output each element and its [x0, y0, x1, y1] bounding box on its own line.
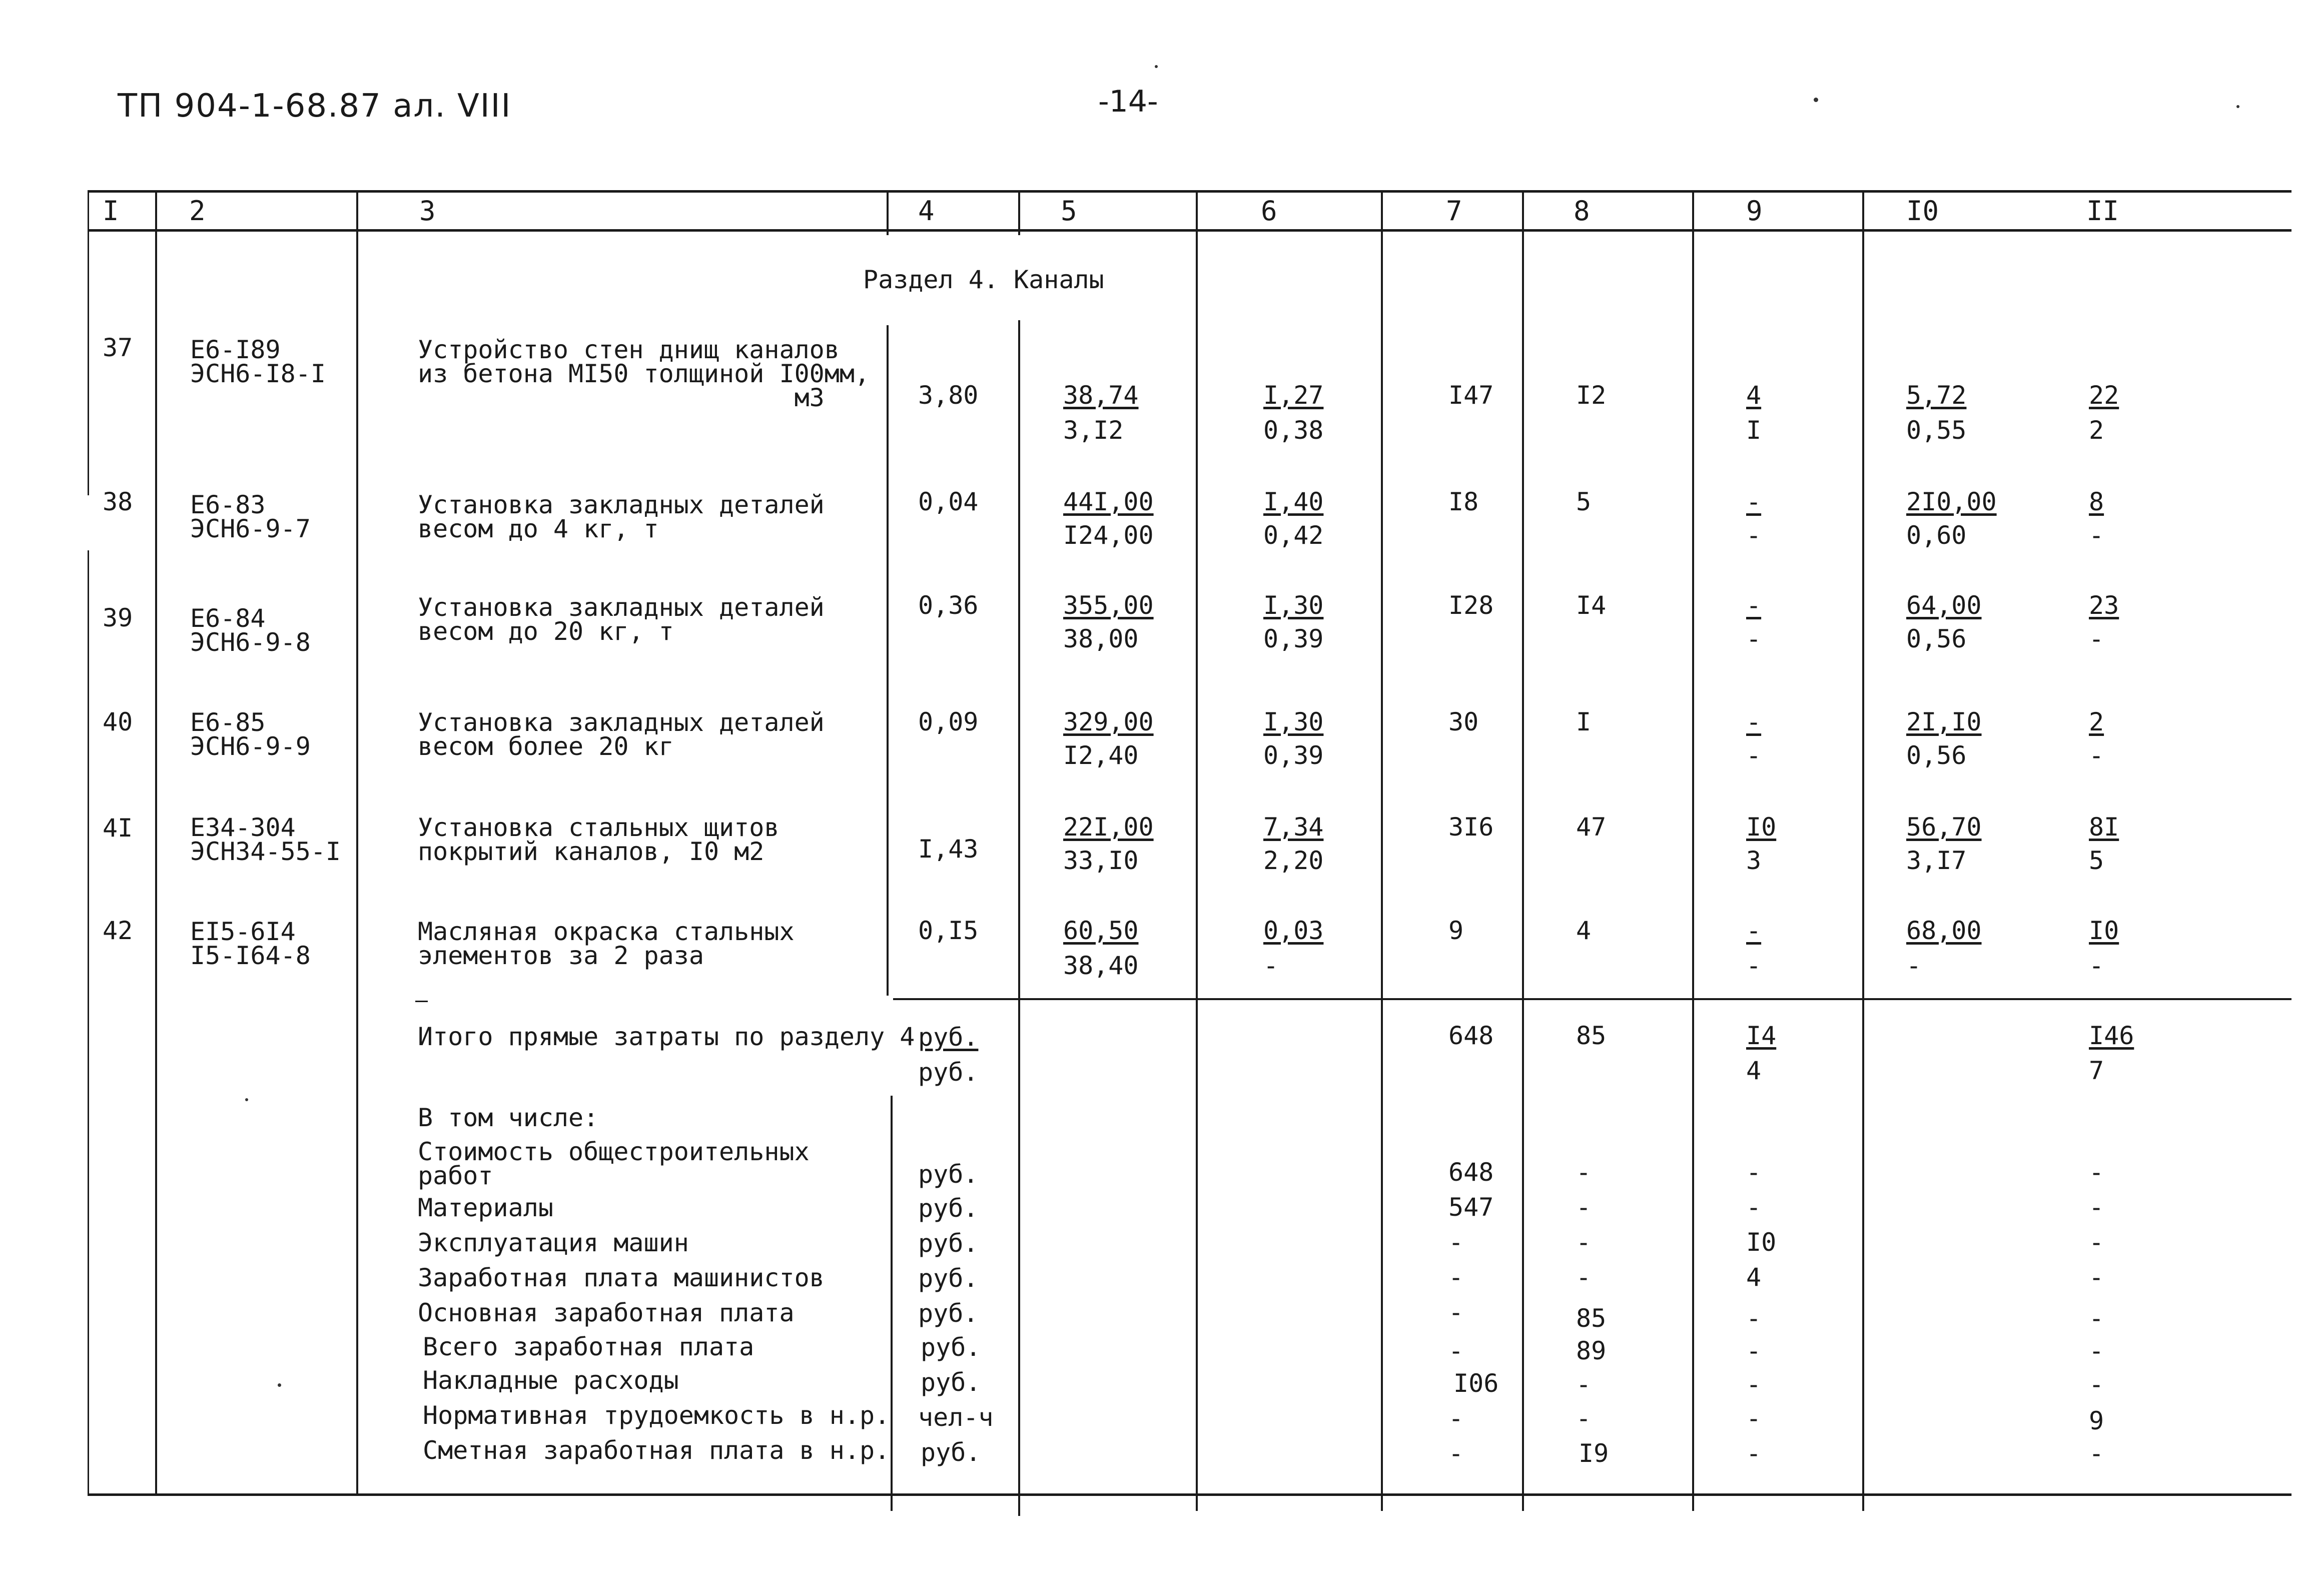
breakdown-label: Нормативная трудоемкость в н.р.: [423, 1401, 890, 1430]
breakdown-label: Сметная заработная плата в н.р.: [423, 1436, 890, 1465]
breakdown-col9: -: [1746, 1193, 1762, 1222]
col6-bottom: 0,38: [1263, 416, 1324, 445]
col6-top: I,30: [1263, 591, 1324, 620]
breakdown-col8: -: [1576, 1158, 1592, 1187]
col10-top: 56,70: [1906, 813, 1982, 842]
col6-top: 0,03: [1263, 916, 1324, 945]
scan-speck: [1155, 65, 1158, 68]
col-divider-7: [1522, 190, 1524, 1511]
breakdown-label: Эксплуатация машин: [418, 1228, 689, 1257]
col-header-3: 3: [419, 195, 436, 227]
breakdown-col11: -: [2089, 1158, 2104, 1187]
col7-value: I28: [1448, 591, 1494, 620]
row-number: 39: [103, 603, 133, 632]
rate-code: Е6-85 ЭСН6-9-9: [190, 708, 311, 761]
col-header-4: 4: [918, 195, 935, 227]
breakdown-label: Основная заработная плата: [418, 1298, 795, 1327]
rate-code: ЕI5-6I4 I5-I64-8: [190, 917, 311, 970]
col9-top: -: [1746, 707, 1762, 736]
col6-top: 7,34: [1263, 813, 1324, 842]
scan-speck: [278, 1383, 281, 1387]
col11-bottom: -: [2089, 521, 2104, 550]
quantity: 0,04: [918, 487, 979, 516]
col-divider-1: [155, 190, 157, 1493]
col9-top: 4: [1746, 381, 1762, 410]
breakdown-col8: I9: [1579, 1439, 1609, 1468]
col6-bottom: 0,39: [1263, 741, 1324, 770]
col7-value: I8: [1448, 487, 1479, 516]
breakdown-col7: -: [1448, 1336, 1464, 1365]
work-description: Установка стальных щитов покрытий каналов, I0 м2: [418, 813, 780, 866]
breakdown-label: Материалы: [418, 1193, 553, 1222]
work-description: Устройство стен днищ каналов из бетона МI50 толщиной I00мм, м3: [418, 335, 870, 412]
col11-bottom: 5: [2089, 846, 2104, 875]
breakdown-unit: руб.: [918, 1160, 979, 1189]
col10-bottom: 0,56: [1906, 741, 1967, 770]
breakdown-col11: 9: [2089, 1406, 2104, 1435]
breakdown-col9: -: [1746, 1158, 1762, 1187]
including-label: В том числе:: [418, 1103, 599, 1132]
total-col9-bottom: 4: [1746, 1056, 1762, 1085]
breakdown-unit: руб.: [918, 1264, 979, 1293]
scan-speck: [1814, 98, 1818, 102]
breakdown-col8: -: [1576, 1370, 1592, 1399]
col10-bottom: 0,56: [1906, 624, 1967, 653]
col9-bottom: I: [1746, 416, 1762, 445]
col5-bottom: I2,40: [1063, 741, 1139, 770]
scan-speck: [2236, 105, 2239, 108]
col-divider-2: [356, 190, 358, 1493]
col-header-5: 5: [1061, 195, 1077, 227]
total-col7: 648: [1448, 1021, 1494, 1050]
col6-bottom: 0,39: [1263, 624, 1324, 653]
breakdown-col11: -: [2089, 1439, 2104, 1468]
breakdown-col7: 648: [1448, 1158, 1494, 1187]
breakdown-label: Накладные расходы: [423, 1366, 679, 1395]
rate-code: Е34-304 ЭСН34-55-I: [190, 813, 341, 866]
col5-top: 355,00: [1063, 591, 1154, 620]
col-header-11: II: [2086, 195, 2119, 227]
col-divider-4b: [1018, 320, 1020, 1516]
row-number: 42: [103, 916, 133, 945]
col-divider-8: [1692, 190, 1694, 1511]
col7-value: 30: [1448, 707, 1479, 736]
col5-top: 38,74: [1063, 381, 1139, 410]
work-description: Установка закладных деталей весом до 4 кг, т: [418, 490, 825, 543]
breakdown-unit: чел-ч: [918, 1403, 994, 1432]
col11-top: I0: [2089, 916, 2119, 945]
col5-top: 329,00: [1063, 707, 1154, 736]
breakdown-col7: -: [1448, 1228, 1464, 1257]
breakdown-col9: -: [1746, 1370, 1762, 1399]
row-number: 38: [103, 487, 133, 516]
breakdown-col11: -: [2089, 1228, 2104, 1257]
col11-top: 22: [2089, 381, 2119, 410]
breakdown-col7: -: [1448, 1263, 1464, 1292]
col5-bottom: 3,I2: [1063, 416, 1124, 445]
col9-top: -: [1746, 916, 1762, 945]
col-divider-3b: [887, 325, 889, 996]
col-divider-3c: [891, 1096, 893, 1511]
breakdown-col8: 85: [1576, 1304, 1607, 1333]
col9-bottom: -: [1746, 624, 1762, 653]
col7-value: I47: [1448, 381, 1494, 410]
col-divider-9: [1862, 190, 1864, 1511]
col10-top: 68,00: [1906, 916, 1982, 945]
breakdown-col7: -: [1448, 1439, 1464, 1468]
rate-code: Е6-I89 ЭСН6-I8-I: [190, 335, 326, 388]
breakdown-col11: -: [2089, 1336, 2104, 1365]
col-header-1: I: [103, 195, 119, 227]
col10-top: 2I,I0: [1906, 707, 1982, 736]
col5-top: 22I,00: [1063, 813, 1154, 842]
breakdown-col9: I0: [1746, 1228, 1777, 1257]
quantity: I,43: [918, 835, 979, 864]
rate-code: Е6-83 ЭСН6-9-7: [190, 490, 311, 543]
col-header-6: 6: [1261, 195, 1277, 227]
breakdown-col7: 547: [1448, 1193, 1494, 1222]
col-divider-4a: [1018, 190, 1020, 235]
col6-bottom: 0,42: [1263, 521, 1324, 550]
document-code: ТП 904-1-68.87 ал. VIII: [118, 88, 512, 125]
row42-end-mark: [415, 1001, 428, 1002]
col10-top: 64,00: [1906, 591, 1982, 620]
col10-bottom: -: [1906, 951, 1922, 980]
col6-bottom: -: [1263, 951, 1279, 980]
col11-top: 8I: [2089, 813, 2119, 842]
table-top-border: [88, 190, 2291, 193]
breakdown-col7: -: [1448, 1298, 1464, 1327]
breakdown-col7: I06: [1453, 1369, 1499, 1398]
breakdown-unit: руб.: [918, 1194, 979, 1223]
breakdown-col11: -: [2089, 1263, 2104, 1292]
col5-bottom: 38,40: [1063, 951, 1139, 980]
col9-bottom: -: [1746, 521, 1762, 550]
rate-code: Е6-84 ЭСН6-9-8: [190, 604, 311, 657]
col-header-10: I0: [1906, 195, 1939, 227]
col6-top: I,40: [1263, 487, 1324, 516]
col8-value: I: [1576, 707, 1592, 736]
col-header-2: 2: [189, 195, 206, 227]
col11-bottom: -: [2089, 951, 2104, 980]
page-number: -14-: [1098, 84, 1158, 119]
breakdown-col9: -: [1746, 1304, 1762, 1333]
total-col8: 85: [1576, 1021, 1607, 1050]
col11-bottom: 2: [2089, 416, 2104, 445]
table-bottom-border: [88, 1493, 2291, 1496]
col9-top: -: [1746, 487, 1762, 516]
work-description: Установка закладных деталей весом до 20 кг, т: [418, 593, 825, 646]
col7-value: 3I6: [1448, 813, 1494, 842]
col-header-7: 7: [1446, 195, 1462, 227]
breakdown-col9: -: [1746, 1439, 1762, 1468]
scan-speck: [245, 1098, 248, 1101]
breakdown-col11: -: [2089, 1193, 2104, 1222]
breakdown-col8: -: [1576, 1263, 1592, 1292]
total-col11-bottom: 7: [2089, 1056, 2104, 1085]
total-separator-line: [893, 998, 2291, 1000]
col8-value: 4: [1576, 916, 1592, 945]
col10-bottom: 0,60: [1906, 521, 1967, 550]
row-number: 37: [103, 333, 133, 362]
col10-bottom: 3,I7: [1906, 846, 1967, 875]
col8-value: I2: [1576, 381, 1607, 410]
col5-top: 44I,00: [1063, 487, 1154, 516]
col-divider-3a: [887, 190, 889, 235]
col8-value: I4: [1576, 591, 1607, 620]
col6-top: I,27: [1263, 381, 1324, 410]
col9-top: -: [1746, 591, 1762, 620]
col6-top: I,30: [1263, 707, 1324, 736]
breakdown-col11: -: [2089, 1304, 2104, 1333]
col-divider-5: [1196, 190, 1198, 1511]
col11-top: 8: [2089, 487, 2104, 516]
col8-value: 47: [1576, 813, 1607, 842]
total-unit-top: руб.: [918, 1023, 979, 1052]
left-border: [88, 190, 89, 495]
col11-top: 23: [2089, 591, 2119, 620]
col10-top: 5,72: [1906, 381, 1967, 410]
col8-value: 5: [1576, 487, 1592, 516]
breakdown-label: Заработная плата машинистов: [418, 1263, 825, 1292]
col9-top: I0: [1746, 813, 1777, 842]
total-col9-top: I4: [1746, 1021, 1777, 1050]
breakdown-unit: руб.: [921, 1333, 981, 1362]
col-header-9: 9: [1746, 195, 1763, 227]
col10-top: 2I0,00: [1906, 487, 1997, 516]
col6-bottom: 2,20: [1263, 846, 1324, 875]
col-divider-6: [1381, 190, 1383, 1511]
work-description: Установка закладных деталей весом более 20 кг: [418, 708, 825, 761]
breakdown-col11: -: [2089, 1370, 2104, 1399]
quantity: 0,I5: [918, 916, 979, 945]
col5-bottom: 38,00: [1063, 624, 1139, 653]
row-number: 4I: [103, 814, 133, 843]
work-description: Масляная окраска стальных элементов за 2 раза: [418, 917, 795, 970]
breakdown-label: Всего заработная плата: [423, 1332, 754, 1361]
col11-bottom: -: [2089, 624, 2104, 653]
quantity: 3,80: [918, 381, 979, 410]
col9-bottom: -: [1746, 951, 1762, 980]
total-label: Итого прямые затраты по разделу 4: [418, 1022, 915, 1051]
breakdown-unit: руб.: [918, 1299, 979, 1328]
breakdown-col9: -: [1746, 1336, 1762, 1365]
quantity: 0,36: [918, 591, 979, 620]
col-header-8: 8: [1574, 195, 1590, 227]
breakdown-col8: -: [1576, 1228, 1592, 1257]
left-border-lower: [88, 550, 89, 1496]
total-col11-top: I46: [2089, 1021, 2134, 1050]
breakdown-col7: -: [1448, 1404, 1464, 1433]
breakdown-unit: руб.: [921, 1368, 981, 1397]
breakdown-label: Стоимость общестроительных работ: [418, 1137, 810, 1190]
col5-bottom: 33,I0: [1063, 846, 1139, 875]
header-bottom-border: [88, 229, 2291, 232]
breakdown-unit: руб.: [918, 1229, 979, 1258]
breakdown-col8: -: [1576, 1404, 1592, 1433]
col5-top: 60,50: [1063, 916, 1139, 945]
col7-value: 9: [1448, 916, 1464, 945]
col9-bottom: -: [1746, 741, 1762, 770]
row-number: 40: [103, 707, 133, 736]
col11-top: 2: [2089, 707, 2104, 736]
col10-bottom: 0,55: [1906, 416, 1967, 445]
breakdown-col9: 4: [1746, 1263, 1762, 1292]
breakdown-col8: -: [1576, 1193, 1592, 1222]
quantity: 0,09: [918, 707, 979, 736]
col9-bottom: 3: [1746, 846, 1762, 875]
breakdown-col9: -: [1746, 1404, 1762, 1433]
section-title: Раздел 4. Каналы: [863, 265, 1104, 294]
total-unit-bottom: руб.: [918, 1058, 979, 1087]
col5-bottom: I24,00: [1063, 521, 1154, 550]
breakdown-unit: руб.: [921, 1438, 981, 1467]
col11-bottom: -: [2089, 741, 2104, 770]
breakdown-col8: 89: [1576, 1336, 1607, 1365]
